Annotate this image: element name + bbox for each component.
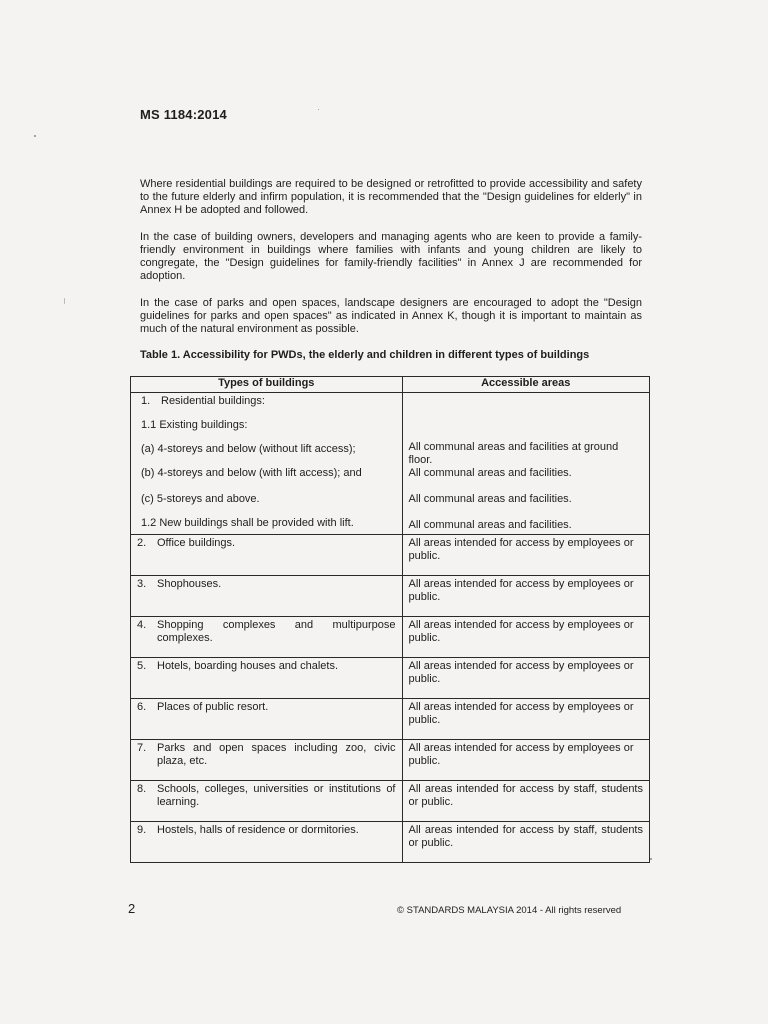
residential-item-a: (a) 4-storeys and below (without lift access); (141, 443, 356, 455)
building-type-cell (131, 658, 403, 699)
table-row-residential (131, 393, 650, 535)
building-type-cell (131, 822, 403, 863)
residential-item-b: (b) 4-storeys and below (with lift access); and (141, 467, 362, 479)
document-code: MS 1184:2014 (140, 107, 227, 122)
paragraph-elderly-guidelines: Where residential buildings are required to be designed or retrofitted to provide accessibility and safety to the future elderly and infirm population, it is recommended that the "Design guidelines for elderly" in Annex H be adopted and followed. (140, 178, 642, 216)
table-row (131, 658, 650, 699)
table-row (131, 617, 650, 658)
row-number: 6. (137, 701, 147, 713)
building-type: Schools, colleges, universities or institutions of learning. (157, 783, 396, 808)
accessible-area-cell: All areas intended for access by employees or public. (402, 699, 650, 740)
copyright-notice: © STANDARDS MALAYSIA 2014 - All rights reserved (397, 905, 622, 916)
building-type-cell (131, 617, 403, 658)
table-row (131, 740, 650, 781)
existing-buildings-label: 1.1 Existing buildings: (141, 419, 248, 431)
building-type: Parks and open spaces including zoo, civic plaza, etc. (157, 742, 396, 767)
residential-area-a: All communal areas and facilities at ground floor. (408, 441, 619, 466)
accessible-area-cell: All areas intended for access by employees or public. (402, 740, 650, 781)
residential-title-text: Residential buildings: (161, 395, 265, 407)
building-type: Shophouses. (157, 578, 222, 590)
building-type-cell (131, 535, 403, 576)
accessible-area-cell: All areas intended for access by employees or public. (402, 576, 650, 617)
page-number: 2 (128, 901, 136, 916)
building-type: Office buildings. (157, 537, 236, 549)
building-type-cell (131, 781, 403, 822)
residential-title (141, 395, 396, 408)
row-number: 1. (141, 395, 151, 407)
scan-speck (318, 109, 319, 110)
accessibility-table (130, 376, 650, 863)
building-type-cell (131, 576, 403, 617)
building-type: Hostels, halls of residence or dormitories. (157, 824, 359, 836)
row-number: 3. (137, 578, 147, 590)
row-number: 4. (137, 619, 147, 631)
paragraph-parks-open-spaces: In the case of parks and open spaces, landscape designers are encouraged to adopt the "Design guidelines for parks and open spaces" as indicated in Annex K, though it is important to maintain as much of the natural environment as possible. (140, 297, 642, 335)
residential-area-c: All communal areas and facilities. (408, 493, 572, 505)
new-buildings-label: 1.2 New buildings shall be provided with lift. (141, 517, 354, 529)
scan-speck (34, 135, 36, 137)
table-caption: Table 1. Accessibility for PWDs, the elderly and children in different types of buildings (140, 349, 590, 361)
accessible-area-cell: All areas intended for access by staff, students or public. (402, 781, 650, 822)
row-number: 5. (137, 660, 147, 672)
scan-speck (650, 858, 652, 860)
row-number: 8. (137, 783, 147, 795)
building-type-cell (131, 740, 403, 781)
header-accessible-areas: Accessible areas (402, 377, 650, 393)
accessible-area-cell: All areas intended for access by employees or public. (402, 535, 650, 576)
table-header-row (131, 377, 650, 393)
paragraph-family-friendly: In the case of building owners, developers and managing agents who are keen to provide a family-friendly environment in buildings where families with infants and young children are likely to congregate, the "Design guidelines for family-friendly facilities" in Annex J are recommended for adoption. (140, 231, 642, 282)
building-type-cell (131, 699, 403, 740)
row-number: 9. (137, 824, 147, 836)
scan-speck (64, 298, 65, 304)
accessible-area-cell: All areas intended for access by staff, students or public. (402, 822, 650, 863)
residential-item-c: (c) 5-storeys and above. (141, 493, 260, 505)
table-row (131, 781, 650, 822)
building-type: Shopping complexes and multipurpose complexes. (157, 619, 396, 644)
residential-types-cell (131, 393, 403, 535)
header-types-of-buildings: Types of buildings (131, 377, 403, 393)
row-number: 2. (137, 537, 147, 549)
building-type: Places of public resort. (157, 701, 269, 713)
residential-area-b: All communal areas and facilities. (408, 467, 572, 479)
accessible-area-cell: All areas intended for access by employees or public. (402, 658, 650, 699)
table-row (131, 576, 650, 617)
table-row (131, 535, 650, 576)
accessible-area-cell: All areas intended for access by employees or public. (402, 617, 650, 658)
table-row (131, 822, 650, 863)
residential-area-new: All communal areas and facilities. (408, 519, 572, 531)
building-type: Hotels, boarding houses and chalets. (157, 660, 339, 672)
row-number: 7. (137, 742, 147, 754)
table-row (131, 699, 650, 740)
residential-areas-cell (402, 393, 650, 535)
